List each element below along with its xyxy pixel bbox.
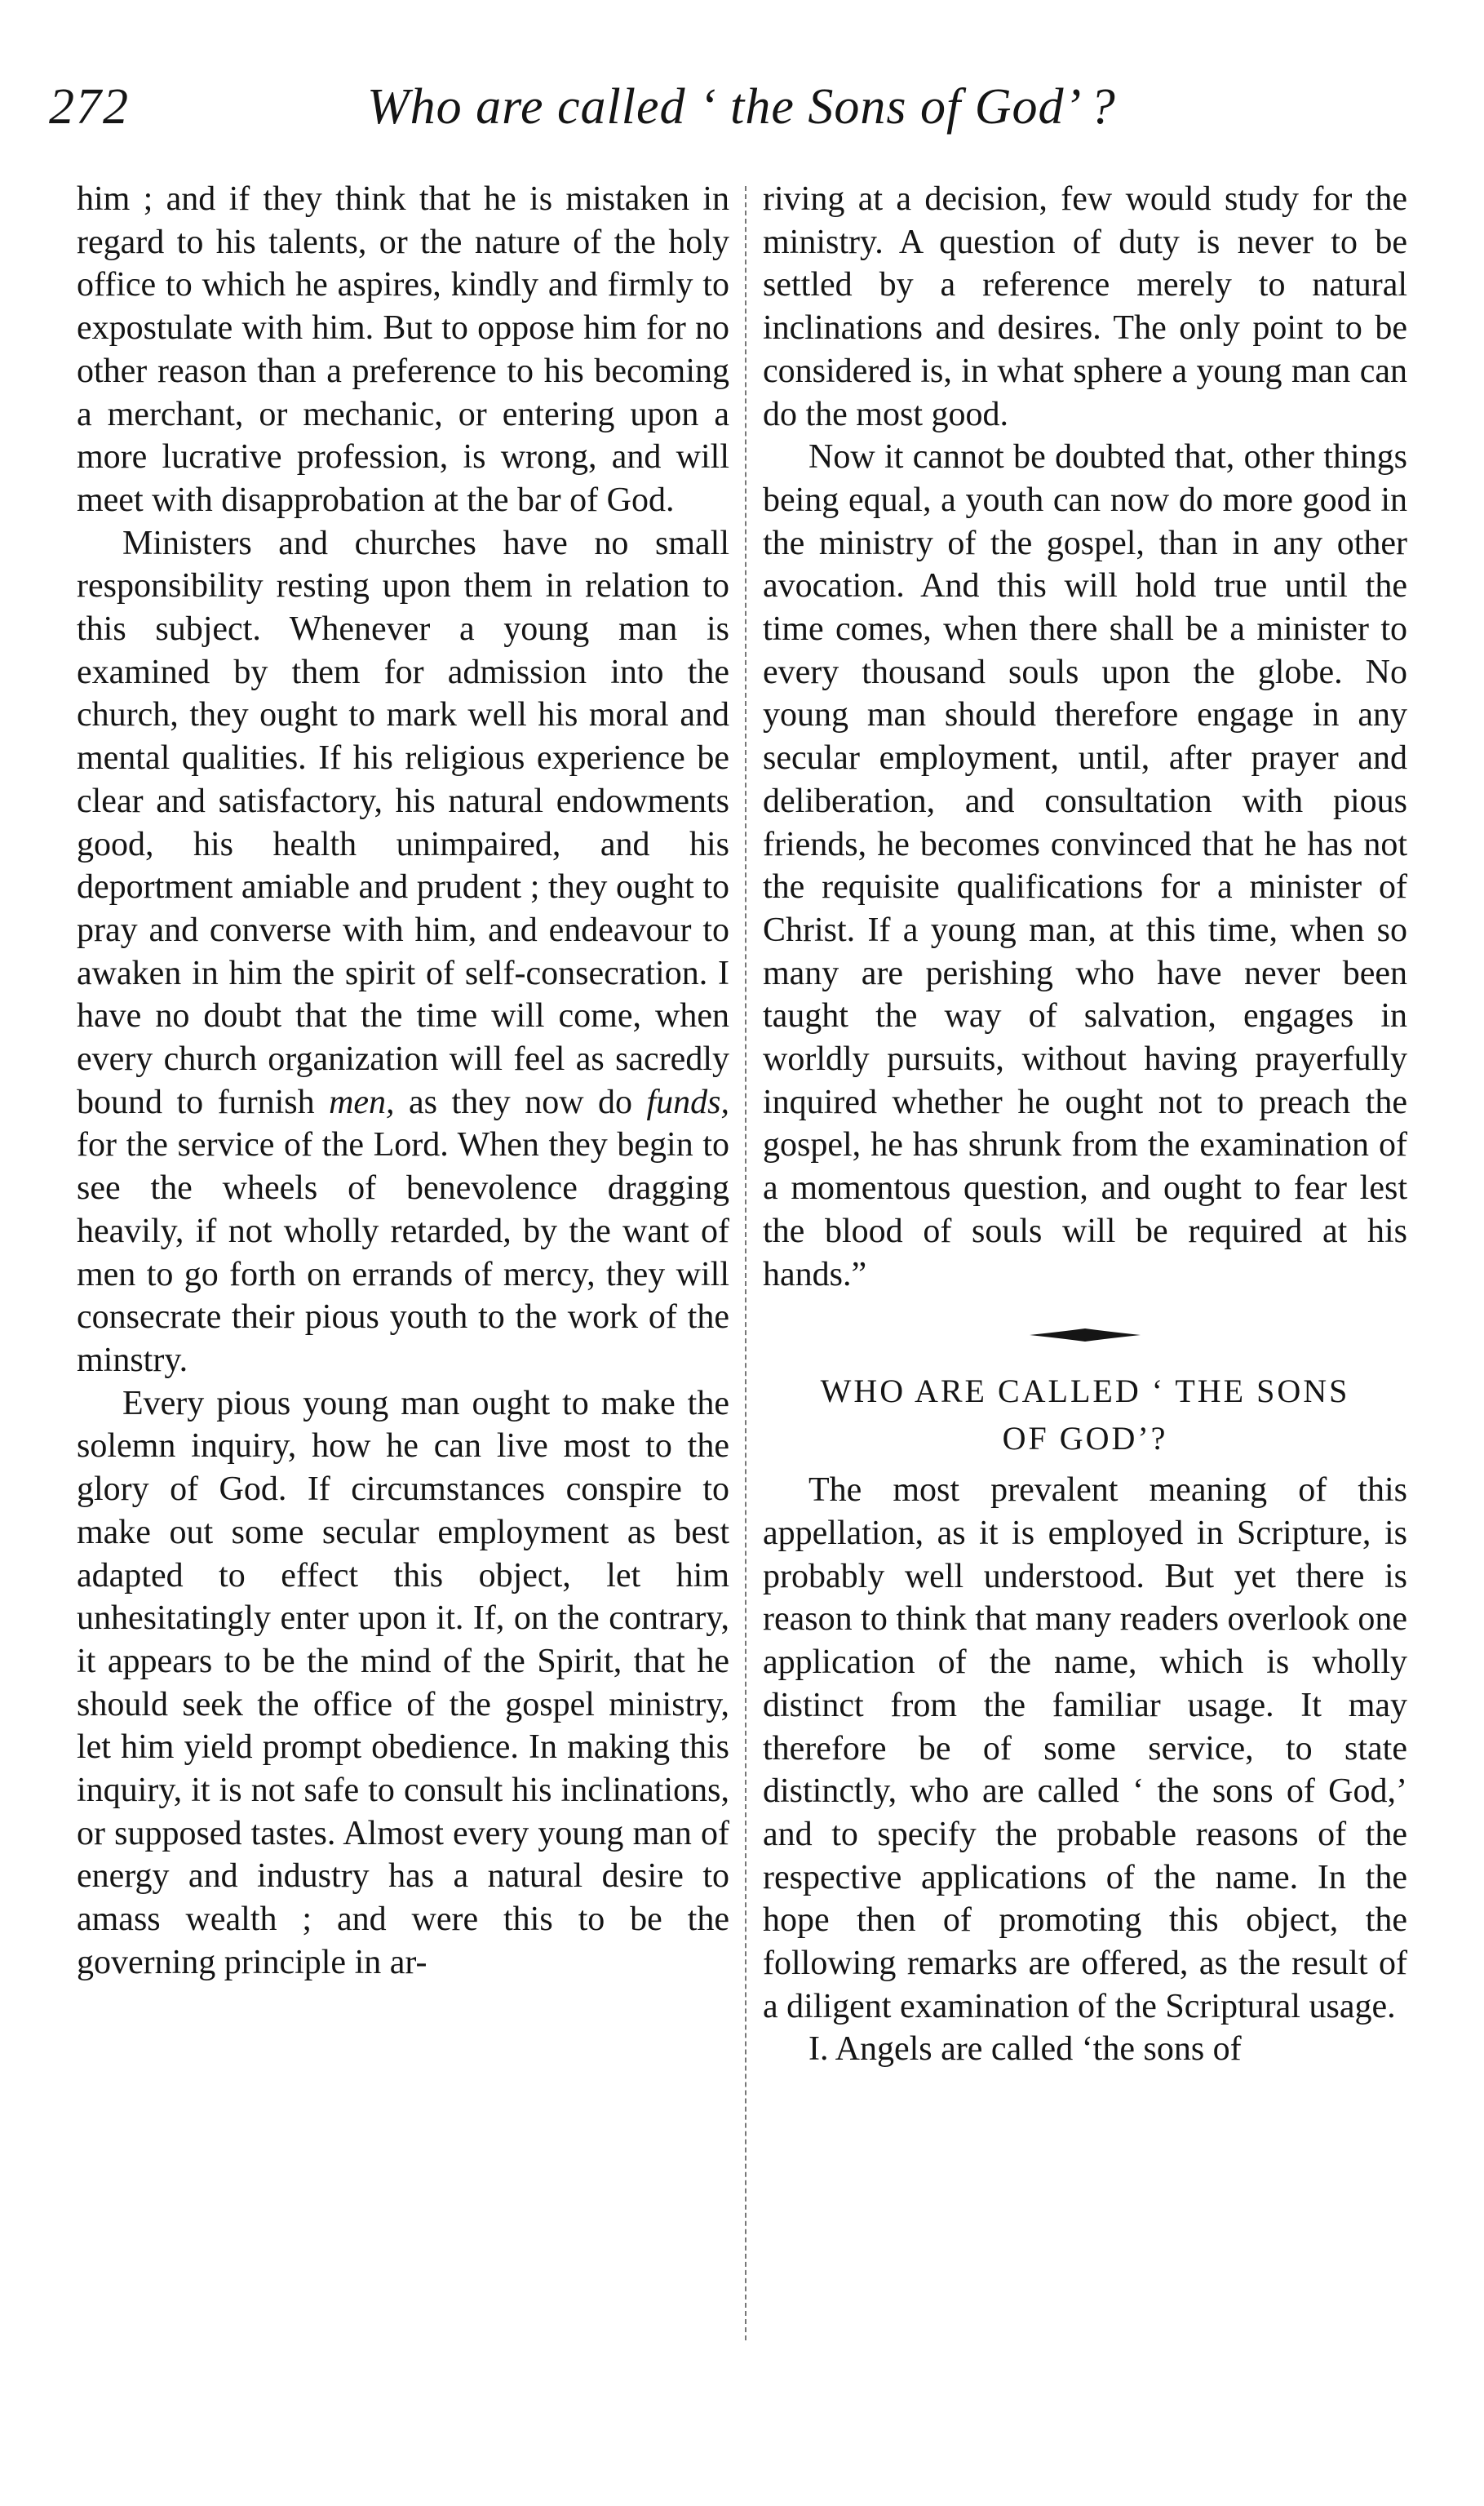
paragraph xyxy=(77,522,729,1382)
paragraph: riving at a decision, few would study for the ministry. A question of duty is never to be settled by a reference merely to natural inclinations and desires. The only point to be considered is, in what sphere a young man can do the most good. xyxy=(763,180,1407,433)
paragraph-text: as they now do xyxy=(394,1083,647,1121)
left-column xyxy=(77,178,729,2479)
right-column xyxy=(763,178,1407,2479)
page-header xyxy=(49,78,1420,144)
column-divider xyxy=(745,186,746,2340)
paragraph: The most prevalent meaning of this appellation, as it is employed in Scripture, is probably well understood. But yet there is reason to think that many readers overlook one application of the name, which is wholly distinct from the familiar usage. It may therefore be of some service, to state distinctly, who are called ‘ the sons of God,’ and to specify the probable reasons of the respective applications of the name. In the hope then of promoting this object, the following remarks are offered, as the result of a diligent examination of the Scriptural usage. xyxy=(763,1471,1407,2025)
paragraph-text: Ministers and churches have no small responsibility resting upon them in relation to this subject. Whenever a young man is examined by them for admission into the church, they ought to mark well his moral and mental qualities. If his religious experience be clear and satisfactory, his natural endowments good, his health unimpaired, and his deportment amiable and prudent ; they ought to pray and converse with him, and endeavour to awaken in him the spirit of self-consecration. I have no doubt that the time will come, when every church organization will feel as sacredly bound to furnish xyxy=(77,524,729,1121)
paragraph: Now it cannot be doubted that, other things being equal, a youth can now do more good in the ministry of the gospel, than in any other avocation. And this will hold true until the time comes, when there shall be a minister to every thousand souls upon the globe. No young man should therefore engage in any secular employment, until, after prayer and deliberation, and consultation with pious friends, he becomes convinced that he has not the requisite qualifications for a minister of Christ. If a young man, at this time, when so many are perishing who have never been taught the way of salvation, engages in worldly pursuits, without having prayerfully inquired whether he ought not to preach the gospel, he has shrunk from the examination of a momentous question, and ought to fear lest the blood of souls will be required at his hands.” xyxy=(763,438,1407,1293)
emphasis-funds: funds, xyxy=(646,1083,729,1121)
paragraph: Every pious young man ought to make the solemn inquiry, how he can live most to the glory of God. If circumstances conspire to make out some secular employment as best adapted to effect this object, let him unhesitatingly enter upon it. If, on the contrary, it appears to be the mind of the Spirit, that he should seek the office of the gospel ministry, let him yield prompt obedience. In making this inquiry, it is not safe to consult his inclinations, or supposed tastes. Almost every young man of energy and industry has a natural desire to amass wealth ; and were this to be the governing principle in ar- xyxy=(77,1384,729,1981)
emphasis-men: men, xyxy=(329,1083,395,1121)
section-heading xyxy=(763,1368,1407,1462)
section-heading-line: OF GOD’? xyxy=(1002,1420,1168,1457)
paragraph-text: for the service of the Lord. When they begin to see the wheels of benevolence dragging heavily, if not wholly retarded, by the want of men to go forth on errands of mercy, they will consecrate their pious youth to the work of the minstry. xyxy=(77,1126,729,1379)
section-heading-line: WHO ARE CALLED ‘ THE SONS xyxy=(820,1373,1350,1410)
page-number: 272 xyxy=(49,79,130,135)
running-title: Who are called ‘ the Sons of God’ ? xyxy=(367,79,1116,135)
paragraph: I. Angels are called ‘the sons of xyxy=(808,2030,1242,2069)
paragraph: him ; and if they think that he is mistaken in regard to his talents, or the nature of the holy office to which he aspires, kindly and firmly to expostulate with him. But to oppose him for no other reason than a preference to his becoming a merchant, or mechanic, or entering upon a more lucrative profession, is wrong, and will meet with disapprobation at the bar of God. xyxy=(77,180,729,519)
section-ornament-icon xyxy=(1028,1325,1142,1345)
